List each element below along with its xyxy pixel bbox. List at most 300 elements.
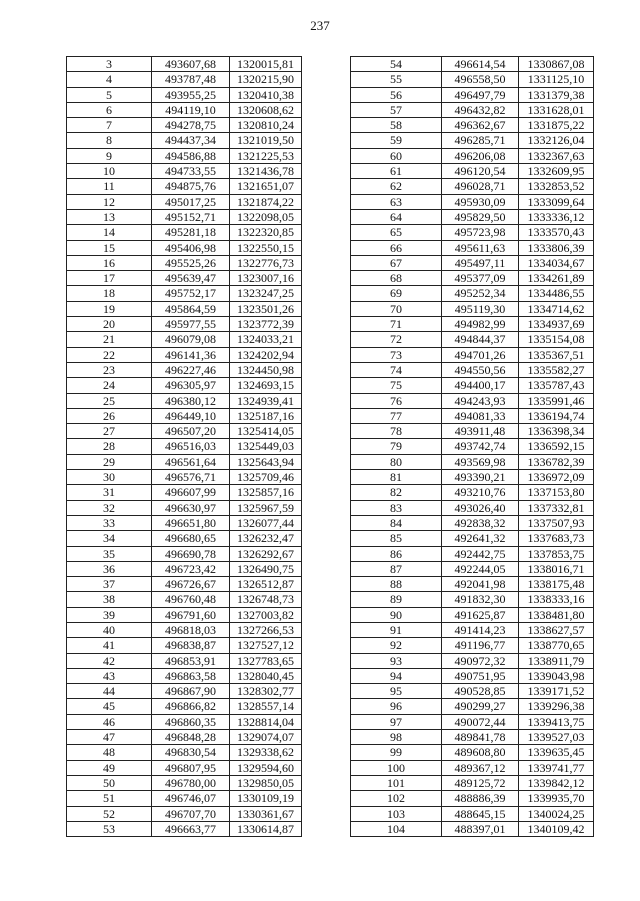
point-number-cell: 22 bbox=[67, 347, 152, 362]
y-coordinate-cell: 1337153,80 bbox=[519, 485, 594, 500]
y-coordinate-cell: 1340109,42 bbox=[519, 821, 594, 836]
table-row bbox=[351, 806, 594, 821]
x-coordinate-cell: 496818,03 bbox=[152, 622, 230, 637]
point-number-cell: 46 bbox=[67, 714, 152, 729]
table-row bbox=[67, 362, 302, 377]
table-row bbox=[67, 546, 302, 561]
point-number-cell: 54 bbox=[351, 57, 442, 72]
point-number-cell: 31 bbox=[67, 485, 152, 500]
point-number-cell: 36 bbox=[67, 561, 152, 576]
x-coordinate-cell: 494701,26 bbox=[442, 347, 519, 362]
y-coordinate-cell: 1324202,94 bbox=[230, 347, 302, 362]
point-number-cell: 14 bbox=[67, 225, 152, 240]
table-row bbox=[351, 684, 594, 699]
x-coordinate-cell: 496558,50 bbox=[442, 72, 519, 87]
y-coordinate-cell: 1335582,27 bbox=[519, 362, 594, 377]
table-row bbox=[351, 470, 594, 485]
table-row bbox=[351, 577, 594, 592]
table-row bbox=[67, 638, 302, 653]
table-row bbox=[351, 317, 594, 332]
point-number-cell: 50 bbox=[67, 775, 152, 790]
table-row bbox=[67, 470, 302, 485]
point-number-cell: 26 bbox=[67, 408, 152, 423]
x-coordinate-cell: 489608,80 bbox=[442, 745, 519, 760]
point-number-cell: 28 bbox=[67, 439, 152, 454]
x-coordinate-cell: 496726,67 bbox=[152, 577, 230, 592]
x-coordinate-cell: 488886,39 bbox=[442, 791, 519, 806]
table-row bbox=[67, 561, 302, 576]
point-number-cell: 12 bbox=[67, 194, 152, 209]
y-coordinate-cell: 1337853,75 bbox=[519, 546, 594, 561]
table-row bbox=[67, 668, 302, 683]
point-number-cell: 67 bbox=[351, 255, 442, 270]
x-coordinate-cell: 495829,50 bbox=[442, 209, 519, 224]
x-coordinate-cell: 496141,36 bbox=[152, 347, 230, 362]
y-coordinate-cell: 1338481,80 bbox=[519, 607, 594, 622]
table-row bbox=[351, 515, 594, 530]
point-number-cell: 33 bbox=[67, 515, 152, 530]
table-row bbox=[67, 271, 302, 286]
y-coordinate-cell: 1332609,95 bbox=[519, 164, 594, 179]
point-number-cell: 49 bbox=[67, 760, 152, 775]
y-coordinate-cell: 1325709,46 bbox=[230, 470, 302, 485]
table-row bbox=[351, 194, 594, 209]
y-coordinate-cell: 1336972,09 bbox=[519, 470, 594, 485]
table-row bbox=[351, 133, 594, 148]
point-number-cell: 19 bbox=[67, 301, 152, 316]
y-coordinate-cell: 1331875,22 bbox=[519, 118, 594, 133]
y-coordinate-cell: 1330614,87 bbox=[230, 821, 302, 836]
x-coordinate-cell: 496028,71 bbox=[442, 179, 519, 194]
table-row bbox=[351, 240, 594, 255]
table-row bbox=[67, 301, 302, 316]
y-coordinate-cell: 1339741,77 bbox=[519, 760, 594, 775]
point-number-cell: 21 bbox=[67, 332, 152, 347]
y-coordinate-cell: 1334261,89 bbox=[519, 271, 594, 286]
point-number-cell: 89 bbox=[351, 592, 442, 607]
x-coordinate-cell: 494081,33 bbox=[442, 408, 519, 423]
y-coordinate-cell: 1334034,67 bbox=[519, 255, 594, 270]
point-number-cell: 95 bbox=[351, 684, 442, 699]
table-row bbox=[67, 347, 302, 362]
y-coordinate-cell: 1339527,03 bbox=[519, 730, 594, 745]
x-coordinate-cell: 489841,78 bbox=[442, 730, 519, 745]
table-row bbox=[67, 592, 302, 607]
table-row bbox=[67, 684, 302, 699]
point-number-cell: 4 bbox=[67, 72, 152, 87]
point-number-cell: 65 bbox=[351, 225, 442, 240]
table-row bbox=[67, 439, 302, 454]
x-coordinate-cell: 496866,82 bbox=[152, 699, 230, 714]
table-row bbox=[67, 821, 302, 836]
table-row bbox=[67, 515, 302, 530]
y-coordinate-cell: 1331125,10 bbox=[519, 72, 594, 87]
table-row bbox=[351, 148, 594, 163]
y-coordinate-cell: 1340024,25 bbox=[519, 806, 594, 821]
coordinate-table-left-body bbox=[67, 57, 302, 837]
point-number-cell: 73 bbox=[351, 347, 442, 362]
y-coordinate-cell: 1321019,50 bbox=[230, 133, 302, 148]
y-coordinate-cell: 1326292,67 bbox=[230, 546, 302, 561]
point-number-cell: 76 bbox=[351, 393, 442, 408]
point-number-cell: 74 bbox=[351, 362, 442, 377]
table-row bbox=[351, 760, 594, 775]
table-row bbox=[67, 179, 302, 194]
table-row bbox=[351, 408, 594, 423]
y-coordinate-cell: 1330361,67 bbox=[230, 806, 302, 821]
table-row bbox=[351, 546, 594, 561]
x-coordinate-cell: 495611,63 bbox=[442, 240, 519, 255]
y-coordinate-cell: 1321651,07 bbox=[230, 179, 302, 194]
page-number: 237 bbox=[310, 18, 330, 33]
y-coordinate-cell: 1334937,69 bbox=[519, 317, 594, 332]
y-coordinate-cell: 1325449,03 bbox=[230, 439, 302, 454]
x-coordinate-cell: 494875,76 bbox=[152, 179, 230, 194]
point-number-cell: 8 bbox=[67, 133, 152, 148]
x-coordinate-cell: 496746,07 bbox=[152, 791, 230, 806]
y-coordinate-cell: 1325187,16 bbox=[230, 408, 302, 423]
x-coordinate-cell: 494586,88 bbox=[152, 148, 230, 163]
x-coordinate-cell: 493390,21 bbox=[442, 470, 519, 485]
x-coordinate-cell: 495752,17 bbox=[152, 286, 230, 301]
x-coordinate-cell: 492041,98 bbox=[442, 577, 519, 592]
point-number-cell: 96 bbox=[351, 699, 442, 714]
point-number-cell: 48 bbox=[67, 745, 152, 760]
x-coordinate-cell: 496807,95 bbox=[152, 760, 230, 775]
table-row bbox=[67, 332, 302, 347]
x-coordinate-cell: 494119,10 bbox=[152, 102, 230, 117]
table-row bbox=[351, 87, 594, 102]
x-coordinate-cell: 496079,08 bbox=[152, 332, 230, 347]
y-coordinate-cell: 1324939,41 bbox=[230, 393, 302, 408]
table-row bbox=[67, 164, 302, 179]
y-coordinate-cell: 1326512,87 bbox=[230, 577, 302, 592]
y-coordinate-cell: 1324450,98 bbox=[230, 362, 302, 377]
table-row bbox=[67, 317, 302, 332]
x-coordinate-cell: 493742,74 bbox=[442, 439, 519, 454]
x-coordinate-cell: 496507,20 bbox=[152, 424, 230, 439]
point-number-cell: 35 bbox=[67, 546, 152, 561]
table-row bbox=[351, 225, 594, 240]
coordinate-table-right-body bbox=[351, 57, 594, 837]
point-number-cell: 9 bbox=[67, 148, 152, 163]
point-number-cell: 90 bbox=[351, 607, 442, 622]
x-coordinate-cell: 496432,82 bbox=[442, 102, 519, 117]
point-number-cell: 10 bbox=[67, 164, 152, 179]
x-coordinate-cell: 496723,42 bbox=[152, 561, 230, 576]
x-coordinate-cell: 495281,18 bbox=[152, 225, 230, 240]
table-row bbox=[351, 118, 594, 133]
x-coordinate-cell: 490751,95 bbox=[442, 668, 519, 683]
point-number-cell: 100 bbox=[351, 760, 442, 775]
table-row bbox=[67, 622, 302, 637]
point-number-cell: 40 bbox=[67, 622, 152, 637]
table-row bbox=[351, 179, 594, 194]
table-row bbox=[351, 485, 594, 500]
point-number-cell: 13 bbox=[67, 209, 152, 224]
x-coordinate-cell: 495377,09 bbox=[442, 271, 519, 286]
y-coordinate-cell: 1326490,75 bbox=[230, 561, 302, 576]
y-coordinate-cell: 1323247,25 bbox=[230, 286, 302, 301]
y-coordinate-cell: 1332853,52 bbox=[519, 179, 594, 194]
point-number-cell: 93 bbox=[351, 653, 442, 668]
table-row bbox=[67, 730, 302, 745]
table-row bbox=[351, 638, 594, 653]
point-number-cell: 43 bbox=[67, 668, 152, 683]
y-coordinate-cell: 1321874,22 bbox=[230, 194, 302, 209]
table-row bbox=[67, 87, 302, 102]
y-coordinate-cell: 1336782,39 bbox=[519, 454, 594, 469]
table-row bbox=[351, 255, 594, 270]
y-coordinate-cell: 1337332,81 bbox=[519, 500, 594, 515]
point-number-cell: 34 bbox=[67, 531, 152, 546]
y-coordinate-cell: 1328302,77 bbox=[230, 684, 302, 699]
table-row bbox=[351, 714, 594, 729]
y-coordinate-cell: 1326748,73 bbox=[230, 592, 302, 607]
y-coordinate-cell: 1336194,74 bbox=[519, 408, 594, 423]
point-number-cell: 51 bbox=[67, 791, 152, 806]
y-coordinate-cell: 1320410,38 bbox=[230, 87, 302, 102]
point-number-cell: 42 bbox=[67, 653, 152, 668]
x-coordinate-cell: 496516,03 bbox=[152, 439, 230, 454]
x-coordinate-cell: 495930,09 bbox=[442, 194, 519, 209]
y-coordinate-cell: 1327266,53 bbox=[230, 622, 302, 637]
x-coordinate-cell: 490972,32 bbox=[442, 653, 519, 668]
x-coordinate-cell: 490528,85 bbox=[442, 684, 519, 699]
x-coordinate-cell: 490072,44 bbox=[442, 714, 519, 729]
point-number-cell: 30 bbox=[67, 470, 152, 485]
y-coordinate-cell: 1334714,62 bbox=[519, 301, 594, 316]
table-row bbox=[351, 347, 594, 362]
point-number-cell: 99 bbox=[351, 745, 442, 760]
y-coordinate-cell: 1332367,63 bbox=[519, 148, 594, 163]
y-coordinate-cell: 1321436,78 bbox=[230, 164, 302, 179]
y-coordinate-cell: 1323007,16 bbox=[230, 271, 302, 286]
x-coordinate-cell: 491625,87 bbox=[442, 607, 519, 622]
y-coordinate-cell: 1333336,12 bbox=[519, 209, 594, 224]
table-row bbox=[351, 775, 594, 790]
point-number-cell: 56 bbox=[351, 87, 442, 102]
point-number-cell: 41 bbox=[67, 638, 152, 653]
y-coordinate-cell: 1332126,04 bbox=[519, 133, 594, 148]
y-coordinate-cell: 1336592,15 bbox=[519, 439, 594, 454]
table-row bbox=[351, 362, 594, 377]
table-row bbox=[351, 332, 594, 347]
x-coordinate-cell: 496838,87 bbox=[152, 638, 230, 653]
x-coordinate-cell: 496680,65 bbox=[152, 531, 230, 546]
table-row bbox=[351, 531, 594, 546]
table-row bbox=[351, 653, 594, 668]
y-coordinate-cell: 1325857,16 bbox=[230, 485, 302, 500]
y-coordinate-cell: 1336398,34 bbox=[519, 424, 594, 439]
y-coordinate-cell: 1326232,47 bbox=[230, 531, 302, 546]
table-row bbox=[67, 378, 302, 393]
x-coordinate-cell: 492641,32 bbox=[442, 531, 519, 546]
point-number-cell: 59 bbox=[351, 133, 442, 148]
x-coordinate-cell: 496663,77 bbox=[152, 821, 230, 836]
point-number-cell: 69 bbox=[351, 286, 442, 301]
x-coordinate-cell: 493026,40 bbox=[442, 500, 519, 515]
y-coordinate-cell: 1339635,45 bbox=[519, 745, 594, 760]
y-coordinate-cell: 1329594,60 bbox=[230, 760, 302, 775]
point-number-cell: 85 bbox=[351, 531, 442, 546]
x-coordinate-cell: 496853,91 bbox=[152, 653, 230, 668]
point-number-cell: 17 bbox=[67, 271, 152, 286]
y-coordinate-cell: 1339043,98 bbox=[519, 668, 594, 683]
point-number-cell: 27 bbox=[67, 424, 152, 439]
x-coordinate-cell: 496791,60 bbox=[152, 607, 230, 622]
table-row bbox=[67, 255, 302, 270]
table-row bbox=[67, 485, 302, 500]
table-row bbox=[67, 760, 302, 775]
x-coordinate-cell: 491414,23 bbox=[442, 622, 519, 637]
point-number-cell: 75 bbox=[351, 378, 442, 393]
x-coordinate-cell: 496830,54 bbox=[152, 745, 230, 760]
x-coordinate-cell: 491832,30 bbox=[442, 592, 519, 607]
table-row bbox=[67, 714, 302, 729]
y-coordinate-cell: 1335787,43 bbox=[519, 378, 594, 393]
y-coordinate-cell: 1330867,08 bbox=[519, 57, 594, 72]
x-coordinate-cell: 488397,01 bbox=[442, 821, 519, 836]
x-coordinate-cell: 495864,59 bbox=[152, 301, 230, 316]
x-coordinate-cell: 496206,08 bbox=[442, 148, 519, 163]
point-number-cell: 47 bbox=[67, 730, 152, 745]
point-number-cell: 87 bbox=[351, 561, 442, 576]
x-coordinate-cell: 494982,99 bbox=[442, 317, 519, 332]
point-number-cell: 84 bbox=[351, 515, 442, 530]
y-coordinate-cell: 1323501,26 bbox=[230, 301, 302, 316]
y-coordinate-cell: 1338175,48 bbox=[519, 577, 594, 592]
x-coordinate-cell: 496362,67 bbox=[442, 118, 519, 133]
y-coordinate-cell: 1331628,01 bbox=[519, 102, 594, 117]
y-coordinate-cell: 1333570,43 bbox=[519, 225, 594, 240]
y-coordinate-cell: 1335154,08 bbox=[519, 332, 594, 347]
table-row bbox=[351, 102, 594, 117]
point-number-cell: 18 bbox=[67, 286, 152, 301]
x-coordinate-cell: 494550,56 bbox=[442, 362, 519, 377]
y-coordinate-cell: 1338016,71 bbox=[519, 561, 594, 576]
table-row bbox=[67, 791, 302, 806]
y-coordinate-cell: 1338333,16 bbox=[519, 592, 594, 607]
x-coordinate-cell: 496848,28 bbox=[152, 730, 230, 745]
table-row bbox=[67, 240, 302, 255]
point-number-cell: 38 bbox=[67, 592, 152, 607]
x-coordinate-cell: 495119,30 bbox=[442, 301, 519, 316]
y-coordinate-cell: 1334486,55 bbox=[519, 286, 594, 301]
x-coordinate-cell: 495017,25 bbox=[152, 194, 230, 209]
y-coordinate-cell: 1326077,44 bbox=[230, 515, 302, 530]
x-coordinate-cell: 496867,90 bbox=[152, 684, 230, 699]
y-coordinate-cell: 1325414,05 bbox=[230, 424, 302, 439]
point-number-cell: 86 bbox=[351, 546, 442, 561]
y-coordinate-cell: 1339413,75 bbox=[519, 714, 594, 729]
point-number-cell: 37 bbox=[67, 577, 152, 592]
point-number-cell: 71 bbox=[351, 317, 442, 332]
point-number-cell: 98 bbox=[351, 730, 442, 745]
table-row bbox=[67, 531, 302, 546]
y-coordinate-cell: 1338770,65 bbox=[519, 638, 594, 653]
table-row bbox=[67, 393, 302, 408]
x-coordinate-cell: 494243,93 bbox=[442, 393, 519, 408]
point-number-cell: 60 bbox=[351, 148, 442, 163]
table-row bbox=[351, 378, 594, 393]
x-coordinate-cell: 496576,71 bbox=[152, 470, 230, 485]
point-number-cell: 70 bbox=[351, 301, 442, 316]
x-coordinate-cell: 496285,71 bbox=[442, 133, 519, 148]
table-row bbox=[351, 500, 594, 515]
x-coordinate-cell: 496607,99 bbox=[152, 485, 230, 500]
table-row bbox=[351, 439, 594, 454]
point-number-cell: 29 bbox=[67, 454, 152, 469]
y-coordinate-cell: 1325967,59 bbox=[230, 500, 302, 515]
x-coordinate-cell: 495252,34 bbox=[442, 286, 519, 301]
point-number-cell: 58 bbox=[351, 118, 442, 133]
y-coordinate-cell: 1337683,73 bbox=[519, 531, 594, 546]
y-coordinate-cell: 1328814,04 bbox=[230, 714, 302, 729]
point-number-cell: 55 bbox=[351, 72, 442, 87]
y-coordinate-cell: 1320810,24 bbox=[230, 118, 302, 133]
point-number-cell: 72 bbox=[351, 332, 442, 347]
point-number-cell: 24 bbox=[67, 378, 152, 393]
table-row bbox=[67, 133, 302, 148]
x-coordinate-cell: 496630,97 bbox=[152, 500, 230, 515]
x-coordinate-cell: 496614,54 bbox=[442, 57, 519, 72]
table-row bbox=[67, 424, 302, 439]
point-number-cell: 5 bbox=[67, 87, 152, 102]
y-coordinate-cell: 1329338,62 bbox=[230, 745, 302, 760]
point-number-cell: 92 bbox=[351, 638, 442, 653]
x-coordinate-cell: 496227,46 bbox=[152, 362, 230, 377]
point-number-cell: 11 bbox=[67, 179, 152, 194]
point-number-cell: 57 bbox=[351, 102, 442, 117]
y-coordinate-cell: 1339935,70 bbox=[519, 791, 594, 806]
point-number-cell: 82 bbox=[351, 485, 442, 500]
y-coordinate-cell: 1320608,62 bbox=[230, 102, 302, 117]
point-number-cell: 103 bbox=[351, 806, 442, 821]
table-row bbox=[351, 301, 594, 316]
x-coordinate-cell: 496780,00 bbox=[152, 775, 230, 790]
y-coordinate-cell: 1327003,82 bbox=[230, 607, 302, 622]
x-coordinate-cell: 492244,05 bbox=[442, 561, 519, 576]
y-coordinate-cell: 1322320,85 bbox=[230, 225, 302, 240]
y-coordinate-cell: 1322550,15 bbox=[230, 240, 302, 255]
x-coordinate-cell: 493787,48 bbox=[152, 72, 230, 87]
x-coordinate-cell: 496690,78 bbox=[152, 546, 230, 561]
point-number-cell: 61 bbox=[351, 164, 442, 179]
table-row bbox=[351, 607, 594, 622]
y-coordinate-cell: 1330109,19 bbox=[230, 791, 302, 806]
x-coordinate-cell: 494400,17 bbox=[442, 378, 519, 393]
table-row bbox=[67, 577, 302, 592]
point-number-cell: 88 bbox=[351, 577, 442, 592]
y-coordinate-cell: 1327783,65 bbox=[230, 653, 302, 668]
x-coordinate-cell: 496561,64 bbox=[152, 454, 230, 469]
table-row bbox=[67, 653, 302, 668]
x-coordinate-cell: 491196,77 bbox=[442, 638, 519, 653]
y-coordinate-cell: 1325643,94 bbox=[230, 454, 302, 469]
point-number-cell: 7 bbox=[67, 118, 152, 133]
point-number-cell: 44 bbox=[67, 684, 152, 699]
x-coordinate-cell: 493911,48 bbox=[442, 424, 519, 439]
y-coordinate-cell: 1333806,39 bbox=[519, 240, 594, 255]
table-row bbox=[67, 118, 302, 133]
y-coordinate-cell: 1331379,38 bbox=[519, 87, 594, 102]
x-coordinate-cell: 495406,98 bbox=[152, 240, 230, 255]
x-coordinate-cell: 493955,25 bbox=[152, 87, 230, 102]
table-row bbox=[351, 271, 594, 286]
table-row bbox=[351, 454, 594, 469]
y-coordinate-cell: 1323772,39 bbox=[230, 317, 302, 332]
